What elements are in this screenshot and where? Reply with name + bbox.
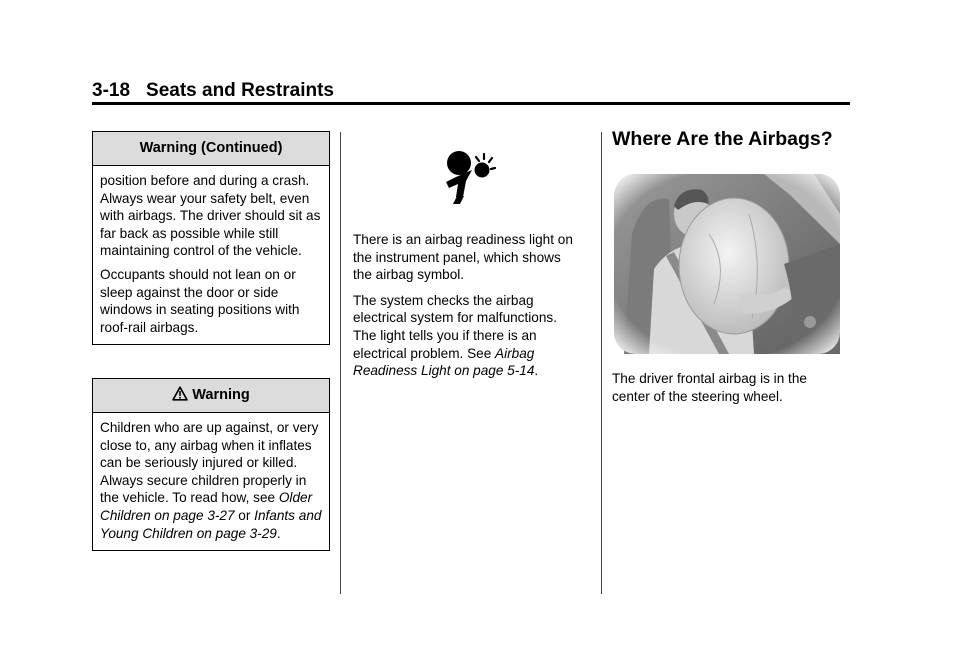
airbag-readiness-icon	[442, 148, 498, 209]
warning-continued-para1: position before and during a crash. Always wear your safety belt, even with airbags. The driver should sit as far back as possible while still maintaining control of the vehicle.	[100, 173, 321, 259]
warning-body	[93, 413, 329, 550]
airbags-section-title: Where Are the Airbags?	[612, 128, 833, 150]
warning-title: Warning	[192, 387, 250, 403]
warning-heading	[93, 379, 329, 413]
airbag-caption: The driver frontal airbag is in the center of the steering wheel.	[612, 371, 807, 404]
link-infants-young-children[interactable]: Infants and Young Children on page 3-29	[100, 507, 322, 541]
page-header	[92, 80, 334, 102]
warning-after: .	[276, 525, 281, 541]
warning-continued-box	[92, 131, 330, 345]
driver-airbag-illustration	[614, 174, 840, 354]
warning-continued-para2: Occupants should not lean on or sleep against the door or side windows in seating positions with roof-rail airbags.	[100, 266, 300, 335]
column-divider-2	[601, 132, 602, 594]
link-airbag-readiness-light[interactable]: Airbag Readiness Light on page 5-14	[353, 345, 535, 379]
warning-text: Children who are up against, or very close to, any airbag when it inflates can be seriously injured or killed. Always secure children properly in the vehicle. To read how, see	[100, 420, 319, 506]
header-rule	[92, 102, 850, 105]
readiness-text	[353, 231, 583, 388]
link-older-children[interactable]: Older Children on page 3-27	[100, 490, 313, 523]
readiness-para2-after: .	[534, 363, 539, 379]
section-title: Seats and Restraints	[146, 80, 334, 101]
warning-para	[100, 419, 323, 542]
readiness-para2	[353, 292, 583, 380]
readiness-para1: There is an airbag readiness light on the instrument panel, which shows the airbag symbol.	[353, 232, 573, 283]
warning-triangle-icon	[172, 381, 188, 414]
warning-between: or	[234, 507, 255, 523]
column-divider-1	[340, 132, 341, 594]
page-number: 3-18	[92, 80, 131, 101]
warning-continued-title: Warning (Continued)	[93, 132, 329, 166]
warning-box	[92, 378, 330, 551]
readiness-para2-text: The system checks the airbag electrical system for malfunctions. The light tells you if there is an electrical problem. See	[353, 292, 557, 361]
warning-continued-body	[93, 166, 329, 344]
